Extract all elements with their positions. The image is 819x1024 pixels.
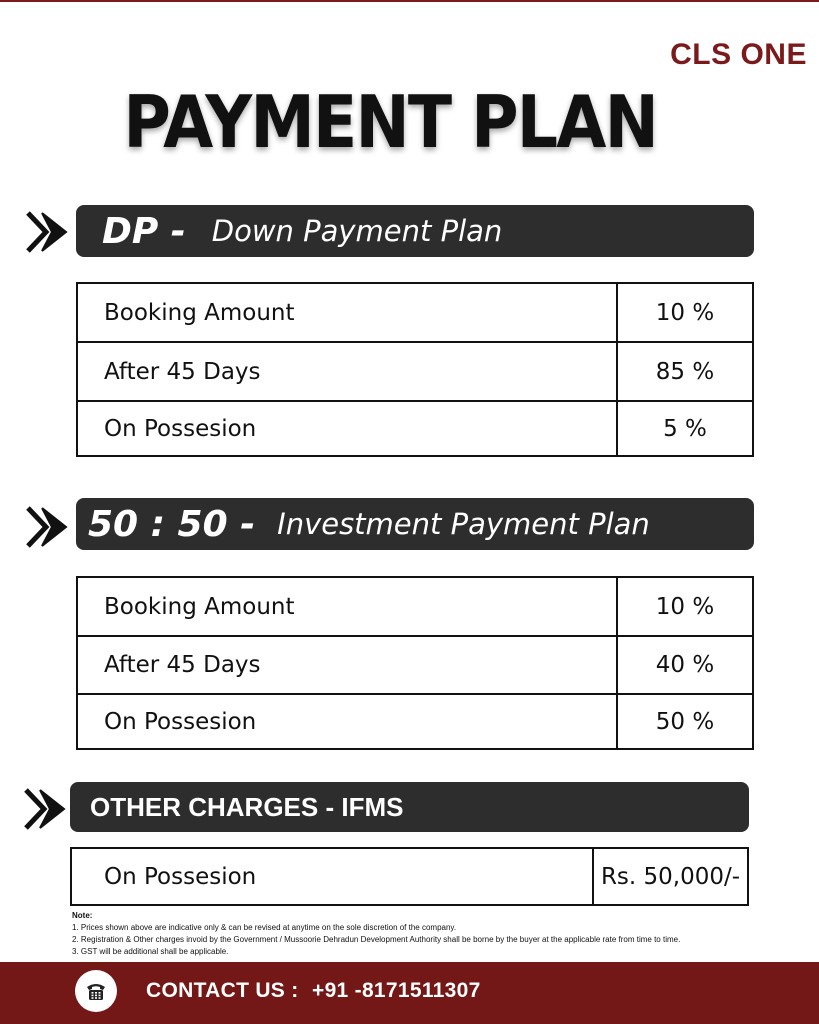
table-row [77,401,753,456]
phone-icon[interactable] [75,970,117,1012]
row-value: 5 % [617,401,753,456]
page-title: PAYMENT PLAN [123,80,658,164]
table-row [77,694,753,749]
phone-glyph [84,979,108,1003]
table-row [77,636,753,694]
plan-header-dp [76,205,754,257]
plan-name: Down Payment Plan [211,214,503,248]
contact-phone-link[interactable]: +91 -8171511307 [312,979,481,1002]
row-label: After 45 Days [77,342,617,401]
row-label: Booking Amount [77,577,617,636]
table-row [77,342,753,401]
other-charges-header [70,782,749,832]
brand-logo: CLS ONE [670,38,807,71]
row-label: On Possesion [77,694,617,749]
row-value: 85 % [617,342,753,401]
row-label: On Possesion [71,848,593,905]
double-chevron-icon [24,502,74,552]
row-value: 10 % [617,577,753,636]
row-label: On Possesion [77,401,617,456]
row-label: After 45 Days [77,636,617,694]
other-charges-table [70,847,749,906]
row-label: Booking Amount [77,283,617,342]
plan-code: DP - [102,210,186,252]
footer [0,962,819,1024]
notes [72,910,802,958]
row-value: 40 % [617,636,753,694]
double-chevron-icon [22,784,72,834]
row-value: Rs. 50,000/- [593,848,748,905]
plan-table-5050 [76,576,754,750]
other-charges-heading: OTHER CHARGES - IFMS [90,791,404,822]
table-row [71,848,748,905]
plan-header-5050 [76,498,754,550]
plan-code: 50 : 50 - [88,503,256,545]
contact-label: CONTACT US : [146,979,299,1002]
plan-table-dp [76,282,754,457]
note-item: 3. GST will be additional shall be applicable. [72,947,229,956]
double-chevron-icon [24,207,74,257]
note-item: 1. Prices shown above are indicative only & can be revised at anytime on the sole discretion of the company. [72,923,457,932]
notes-heading: Note: [72,911,93,920]
note-item: 2. Registration & Other charges invoid by the Government / Mussoorie Dehradun Development Authority shall be borne by the buyer at the applicable rate from time to time. [72,935,681,944]
top-divider [0,0,819,2]
table-row [77,577,753,636]
plan-name: Investment Payment Plan [277,507,650,541]
row-value: 50 % [617,694,753,749]
table-row [77,283,753,342]
row-value: 10 % [617,283,753,342]
